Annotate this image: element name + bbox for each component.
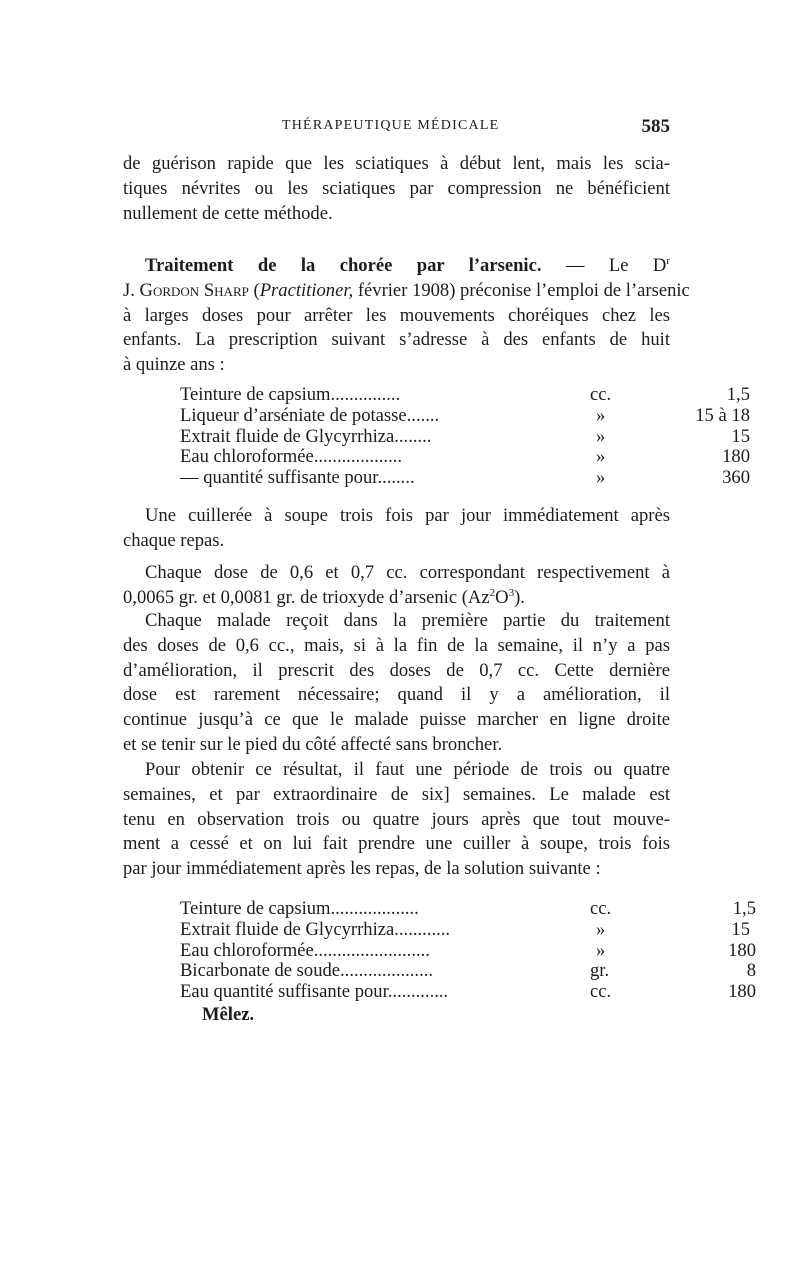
text-line: semaines, et par extraordinaire de six] semaines. Le malade est bbox=[123, 783, 670, 805]
source-title: Practitioner, bbox=[259, 279, 354, 301]
text-line: nullement de cette méthode. bbox=[123, 202, 333, 224]
prescription-units-1: cc. » » » » bbox=[590, 384, 612, 489]
prescription-row: Liqueur d’arséniate de potasse....... 15 à 18 bbox=[180, 404, 750, 426]
prescription-units-2: cc. » » gr. cc. bbox=[590, 898, 612, 1003]
text-line: Pour obtenir ce résultat, il faut une période de trois ou quatre bbox=[145, 759, 670, 780]
text-line: d’amélioration, il prescrit des doses de 0,7 cc. Cette dernière bbox=[123, 659, 670, 681]
text-line: Chaque dose de 0,6 et 0,7 cc. correspondant respectivement à bbox=[145, 562, 670, 583]
text-line: tiques névrites ou les sciatiques par compression ne bénéficient bbox=[123, 177, 670, 199]
running-title: THÉRAPEUTIQUE MÉDICALE bbox=[282, 118, 500, 133]
prescription-row: Eau chloroformée................... 180 bbox=[180, 446, 750, 468]
text-line: enfants. La prescription suivant s’adresse à des enfants de huit bbox=[123, 329, 670, 351]
prescription-row: — quantité suffisante pour........ 360 bbox=[180, 467, 750, 489]
author-name: J. Gordon Sharp bbox=[123, 279, 249, 301]
prescription-table-1 bbox=[180, 384, 750, 489]
prescription-row: Extrait fluide de Glycyrrhiza........ 15 bbox=[180, 425, 750, 447]
prescription-row: Bicarbonate de soude.................... 8 bbox=[180, 960, 756, 982]
text-line: Chaque malade reçoit dans la première partie du traitement bbox=[145, 610, 670, 631]
malade-paragraph bbox=[123, 609, 670, 758]
prescription-row: Extrait fluide de Glycyrrhiza............ 15 bbox=[180, 918, 750, 940]
text-line: par jour immédiatement après les repas, de la solution suivante : bbox=[123, 858, 601, 880]
text-line: chaque repas. bbox=[123, 529, 225, 551]
text-line: Une cuillerée à soupe trois fois par jour immédiatement après bbox=[145, 505, 670, 526]
text-line: des doses de 0,6 cc., mais, si à la fin de la semaine, il n’y a pas bbox=[123, 634, 670, 656]
dose-paragraph bbox=[123, 504, 670, 554]
resultat-paragraph bbox=[123, 758, 670, 882]
chaque-dose-paragraph bbox=[123, 561, 670, 611]
prescription-row: Teinture de capsium............... 1,5 bbox=[180, 384, 750, 405]
text-line: ment a cessé et on lui fait prendre une cuiller à soupe, trois fois bbox=[123, 833, 670, 855]
running-head bbox=[122, 116, 670, 142]
intro-paragraph bbox=[123, 152, 670, 226]
section-heading-line: Traitement de la chorée par l’arsenic. — Le $D^r$ bbox=[145, 254, 671, 276]
text-line: à larges doses pour arrêter les mouvements choréiques chez les bbox=[123, 304, 670, 326]
page-number: 585 bbox=[641, 116, 670, 137]
text-line: de guérison rapide que les sciatiques à début lent, mais les scia- bbox=[123, 153, 670, 174]
section-paragraph bbox=[123, 254, 690, 378]
prescription-row: Eau chloroformée......................... 180 bbox=[180, 939, 756, 961]
text-line: continue jusqu’à ce que le malade puisse marcher en ligne droite bbox=[123, 709, 670, 731]
prescription-row: Eau quantité suffisante pour............. 180 bbox=[180, 981, 756, 1003]
text-line: dose est rarement nécessaire; quand il y a amélioration, il bbox=[123, 684, 670, 706]
text-line: et se tenir sur le pied du côté affecté sans broncher. bbox=[123, 733, 503, 755]
text-line: à quinze ans : bbox=[123, 354, 225, 376]
text-line: tenu en observation trois ou quatre jours après que tout mouve- bbox=[123, 808, 670, 830]
closing-instruction: Mêlez. bbox=[202, 1004, 255, 1025]
text-line: J. Gordon Sharp (Practitioner, février 1908) préconise l’emploi de l’arsenic bbox=[123, 279, 690, 301]
text-line: 0,0065 gr. et 0,0081 gr. de trioxyde d’arsenic $(Az^2O^3)$. bbox=[123, 586, 525, 608]
prescription-row: Teinture de capsium................... 1,5 bbox=[180, 898, 756, 919]
section-heading: Traitement de la chorée par l’arsenic. bbox=[145, 255, 542, 276]
